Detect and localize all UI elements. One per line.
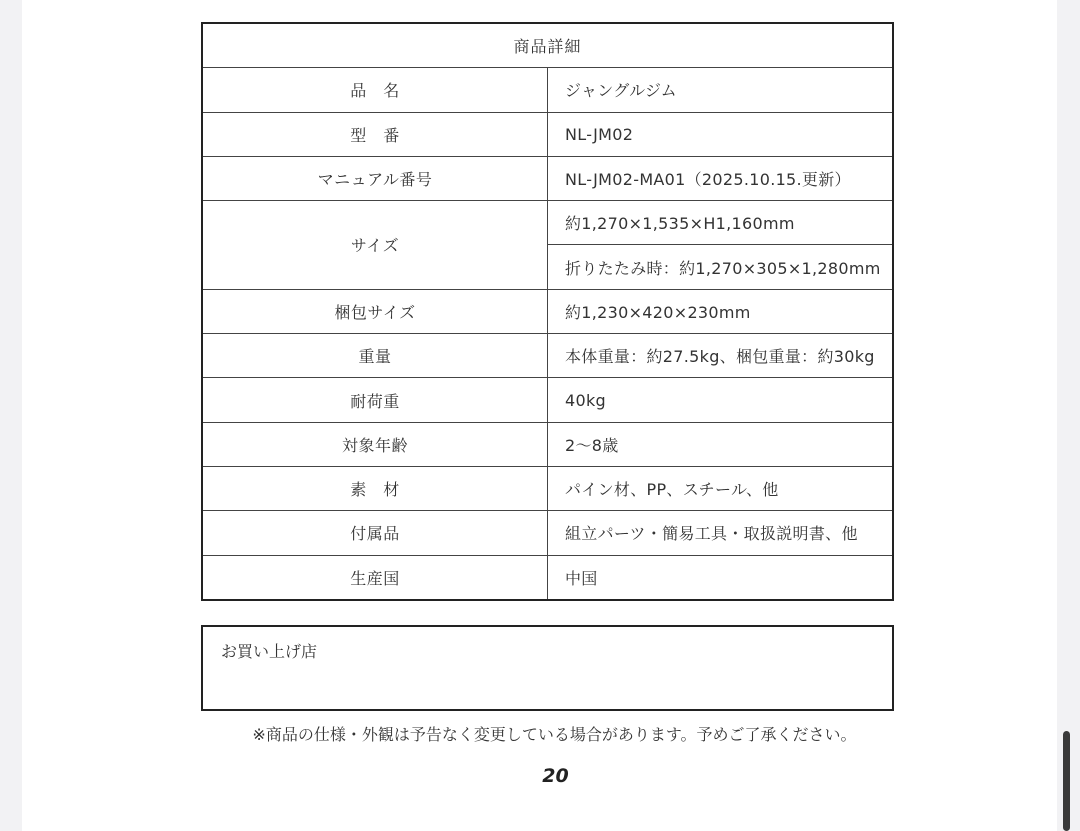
row-label-model-number: 型 番 bbox=[202, 112, 548, 156]
row-value-product-name: ジャングルジム bbox=[548, 68, 894, 112]
table-row bbox=[202, 466, 893, 510]
table-row bbox=[202, 511, 893, 555]
table-row bbox=[202, 378, 893, 422]
table-row bbox=[202, 555, 893, 600]
row-label-accessories: 付属品 bbox=[202, 511, 548, 555]
table-row bbox=[202, 289, 893, 333]
table-header-row bbox=[202, 23, 893, 68]
row-label-target-age: 対象年齢 bbox=[202, 422, 548, 466]
row-value-country: 中国 bbox=[548, 555, 894, 600]
purchase-store-box bbox=[201, 625, 894, 711]
row-label-product-name: 品 名 bbox=[202, 68, 548, 112]
table-row bbox=[202, 334, 893, 378]
table-row bbox=[202, 112, 893, 156]
scrollbar-track[interactable] bbox=[1059, 0, 1080, 831]
table-row bbox=[202, 68, 893, 112]
row-value-package-size: 約1,230×420×230mm bbox=[548, 289, 894, 333]
row-value-accessories: 組立パーツ・簡易工具・取扱説明書、他 bbox=[548, 511, 894, 555]
page-number: 20 bbox=[542, 765, 569, 787]
purchase-store-label: お買い上げ店 bbox=[221, 642, 318, 661]
row-value-material: パイン材、PP、スチール、他 bbox=[548, 466, 894, 510]
specification-notice: ※商品の仕様・外観は予告なく変更している場合があります。予めご了承ください。 bbox=[252, 725, 857, 744]
row-label-manual-number: マニュアル番号 bbox=[202, 156, 548, 200]
row-value-size: 約1,270×1,535×H1,160mm bbox=[548, 201, 894, 245]
scrollbar-thumb[interactable] bbox=[1063, 731, 1070, 831]
row-value-model-number: NL-JM02 bbox=[548, 112, 894, 156]
row-label-size: サイズ bbox=[202, 201, 548, 290]
table-row bbox=[202, 156, 893, 200]
document-page bbox=[22, 0, 1057, 831]
row-label-weight: 重量 bbox=[202, 334, 548, 378]
row-label-material: 素 材 bbox=[202, 466, 548, 510]
table-row bbox=[202, 422, 893, 466]
row-value-target-age: 2〜8歳 bbox=[548, 422, 894, 466]
row-value-weight: 本体重量：約27.5kg、梱包重量：約30kg bbox=[548, 334, 894, 378]
table-title: 商品詳細 bbox=[202, 23, 893, 68]
row-label-load-capacity: 耐荷重 bbox=[202, 378, 548, 422]
row-value-load-capacity: 40kg bbox=[548, 378, 894, 422]
row-label-package-size: 梱包サイズ bbox=[202, 289, 548, 333]
row-value-folded-size: 折りたたみ時：約1,270×305×1,280mm bbox=[548, 245, 894, 289]
row-label-country: 生産国 bbox=[202, 555, 548, 600]
product-details-table bbox=[201, 22, 894, 601]
row-value-manual-number: NL-JM02-MA01（2025.10.15.更新） bbox=[548, 156, 894, 200]
table-row bbox=[202, 201, 893, 245]
